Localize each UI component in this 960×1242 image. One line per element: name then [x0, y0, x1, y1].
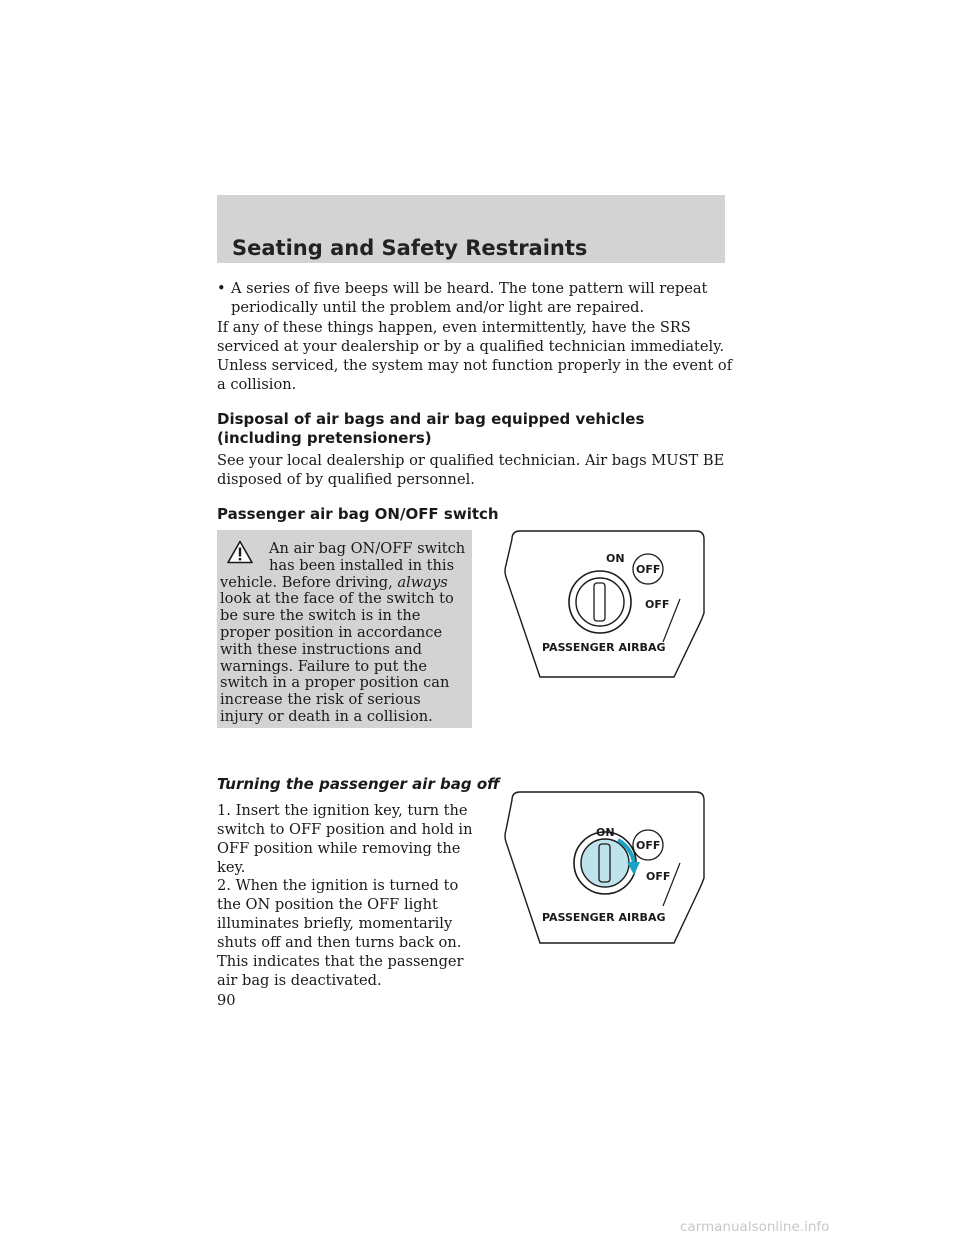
warning-emphasis: always — [397, 573, 448, 591]
turning-off-heading: Turning the passenger air bag off — [217, 775, 500, 793]
caption-passenger-airbag: PASSENGER AIRBAG — [542, 641, 666, 654]
disposal-paragraph: See your local dealership or qualified technician. Air bags MUST BE disposed of by qualified personnel. — [217, 452, 725, 488]
warning-line-3 — [217, 575, 467, 592]
page-number: 90 — [217, 992, 236, 1009]
label-off: OFF — [645, 598, 670, 611]
label-off: OFF — [646, 870, 671, 883]
warning-box — [217, 530, 472, 728]
warning-line-1: An air bag ON/OFF switch — [269, 540, 466, 557]
warning-line-2: has been installed in this — [269, 556, 455, 574]
step-2: 2. When the ignition is turned to the ON position the OFF light illuminates briefly, momentarily shuts off and then turns back on. This indicates that the passenger air bag is deactivated. — [217, 877, 464, 989]
watermark: carmanualsonline.info — [680, 1219, 830, 1235]
bullet-symbol: • — [217, 280, 226, 297]
bullet-text: A series of five beeps will be heard. The tone pattern will repeat periodically until the problem and/or light are repaired. — [231, 280, 708, 316]
warning-line-3-text: vehicle. Before driving, — [220, 573, 398, 591]
disposal-heading: Disposal of air bags and air bag equipped vehicles (including pretensioners) — [217, 410, 645, 447]
label-on: ON — [606, 552, 625, 565]
caption-passenger-airbag: PASSENGER AIRBAG — [542, 911, 666, 924]
airbag-switch-figure — [500, 527, 710, 682]
warning-rest: look at the face of the switch to be sure the switch is in the proper position in accordance with these instructions and warnings. Failure to put the switch in a proper position can increase the risk of serious injury or death in a collision. — [220, 590, 454, 725]
label-off-light: OFF — [636, 563, 661, 576]
key-slot — [594, 583, 605, 621]
label-on: ON — [596, 826, 615, 839]
srs-paragraph: If any of these things happen, even intermittently, have the SRS serviced at your dealership or by a qualified technician immediately. Unless serviced, the system may not function properly in the event of a collision. — [217, 319, 733, 393]
airbag-switch-off-figure — [500, 788, 710, 948]
key-slot — [599, 844, 610, 882]
section-title: Seating and Safety Restraints — [232, 236, 588, 260]
step-1: 1. Insert the ignition key, turn the switch to OFF position and hold in OFF position while removing the key. — [217, 802, 473, 876]
warning-text — [217, 541, 467, 726]
label-off-light: OFF — [636, 839, 661, 852]
switch-heading: Passenger air bag ON/OFF switch — [217, 505, 499, 523]
